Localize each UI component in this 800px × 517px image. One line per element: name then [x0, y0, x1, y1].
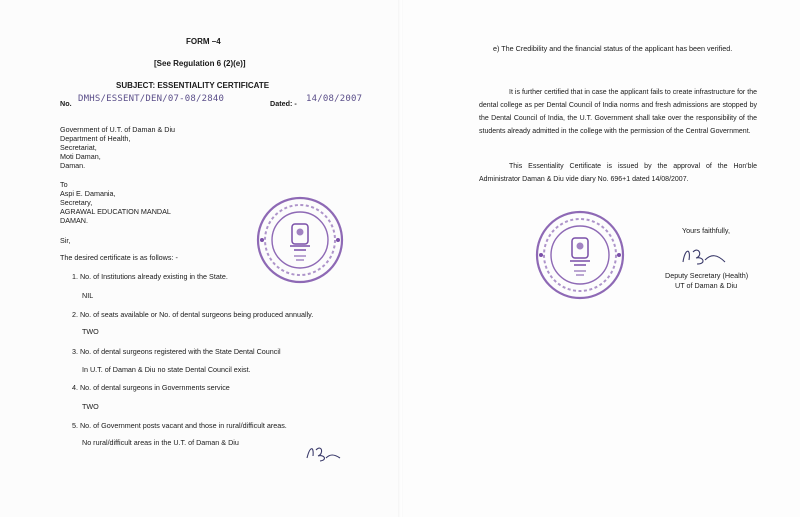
recipient-line: Secretary,: [60, 198, 93, 207]
signatory-designation: Deputy Secretary (Health): [665, 271, 749, 280]
dated-label: Dated: -: [270, 99, 297, 108]
item-answer: TWO: [82, 327, 99, 336]
sender-address-line: Daman.: [60, 161, 86, 170]
sender-address-line: Department of Health,: [60, 134, 131, 143]
regulation-reference: [See Regulation 6 (2)(e)]: [154, 59, 246, 68]
sender-address-line: Moti Daman,: [60, 152, 101, 161]
signature-icon: [304, 442, 344, 464]
dated-value: 14/08/2007: [306, 94, 363, 104]
signatory-office: UT of Daman & Diu: [675, 281, 738, 290]
item-answer: TWO: [82, 402, 99, 411]
undertaking-paragraph: It is further certified that in case the applicant fails to create infrastructure for the dental college as per Dental Council of India norms and fresh admissions are stopped by the Dental Council of India, the U.T. Government shall take over the responsibility of the students already admitted in the college with the permission of the Central Government.: [479, 89, 757, 135]
ref-number: DMHS/ESSENT/DEN/07-08/2840: [78, 94, 225, 104]
recipient-line: DAMAN.: [60, 216, 88, 225]
subject-line: SUBJECT: ESSENTIALITY CERTIFICATE: [116, 81, 270, 90]
salutation: Sir,: [60, 236, 71, 245]
item-question: 2. No. of seats available or No. of dental surgeons being produced annually.: [72, 310, 314, 319]
item-question: 3. No. of dental surgeons registered with the State Dental Council: [72, 347, 281, 356]
item-answer: No rural/difficult areas in the U.T. of Daman & Diu: [82, 438, 239, 447]
item-e: e) The Credibility and the financial status of the applicant has been verified.: [493, 44, 733, 53]
sender-address-line: Secretariat,: [60, 143, 97, 152]
closing: Yours faithfully,: [682, 226, 730, 235]
sender-address-line: Government of U.T. of Daman & Diu: [60, 125, 176, 134]
to-label: To: [60, 180, 68, 189]
item-answer: NIL: [82, 291, 94, 300]
government-seal-icon: [254, 194, 346, 286]
recipient-line: AGRAWAL EDUCATION MANDAL: [60, 207, 171, 216]
letter-page-2: [403, 0, 800, 517]
approval-paragraph: This Essentiality Certificate is issued by the approval of the Hon'ble Administrator Daman & Diu vide diary No. 696+1 dated 14/08/2007.: [479, 163, 757, 183]
item-question: 5. No. of Government posts vacant and those in rural/difficult areas.: [72, 421, 287, 430]
form-title: FORM –4: [186, 37, 221, 46]
ref-label: No.: [60, 99, 72, 108]
item-question: 4. No. of dental surgeons in Governments service: [72, 383, 230, 392]
signature-icon: [679, 242, 729, 268]
item-answer: In U.T. of Daman & Diu no state Dental Council exist.: [82, 365, 251, 374]
intro-text: The desired certificate is as follows: -: [60, 253, 178, 262]
item-question: 1. No. of Institutions already existing in the State.: [72, 272, 228, 281]
government-seal-icon: [533, 208, 627, 302]
recipient-line: Aspi E. Damania,: [60, 189, 116, 198]
